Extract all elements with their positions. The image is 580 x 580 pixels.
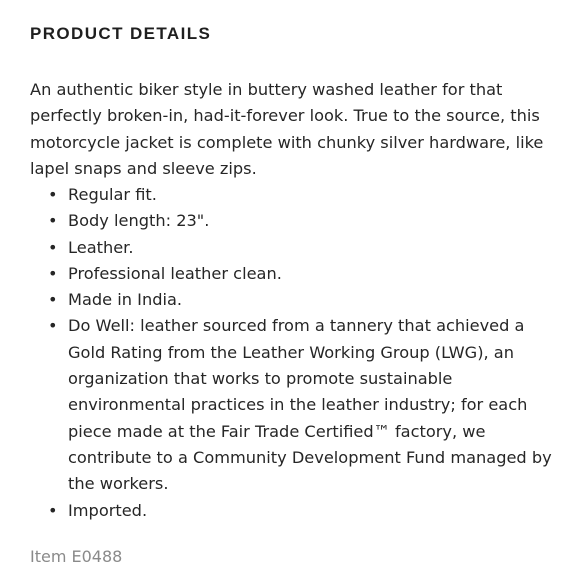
- product-details-heading: PRODUCT DETAILS: [30, 24, 212, 43]
- feature-item-care: • Professional leather clean.: [30, 261, 560, 287]
- feature-item-material: • Leather.: [30, 235, 560, 261]
- item-number: Item E0488: [30, 547, 123, 566]
- feature-item-imported: • Imported.: [30, 498, 560, 524]
- feature-item-do-well: • Do Well: leather sourced from a tannery that achieved a Gold Rating from the Leather Working Group (LWG), an organization that works to promote sustainable environmental practices in the leather industry; for each piece made at the Fair Trade Certified™ factory, we contribute to a Community Development Fund managed by the workers.: [30, 313, 560, 497]
- product-description: An authentic biker style in buttery washed leather for that perfectly broken-in, had-it-forever look. True to the source, this motorcycle jacket is complete with chunky silver hardware, like lapel snaps and sleeve zips.: [30, 80, 544, 178]
- feature-item-origin: • Made in India.: [30, 287, 560, 313]
- product-feature-list: [30, 182, 560, 524]
- feature-item-regular-fit: • Regular fit.: [30, 182, 560, 208]
- feature-item-body-length: • Body length: 23".: [30, 208, 560, 234]
